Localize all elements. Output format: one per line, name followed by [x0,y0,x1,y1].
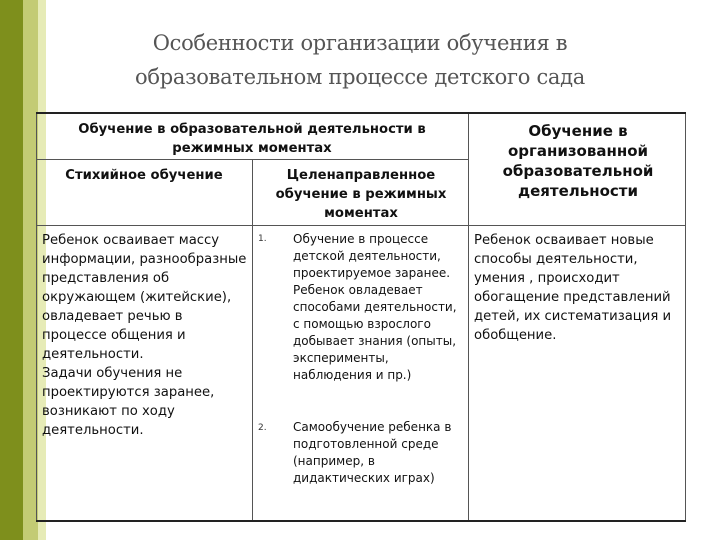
table-divider-col2 [468,114,469,520]
slide-title [60,26,660,94]
header-organized-learning: Обучение в организованной образовательной деятельности [502,122,654,200]
list-number-2: 2. [258,423,267,433]
side-bar-dark [0,0,23,540]
table-border-right [685,114,686,520]
header-regime-learning: Обучение в образовательной деятельности в режимных моментах [78,122,426,156]
table-divider-body [36,225,686,226]
purposeful-item-1: Обучение в процессе детской деятельности, проектируемое заранее. Ребенок овладевает способами деятельности, с помощью взрослого добывает знания (опыты, эксперименты, наблюдения и пр.) [293,232,457,382]
title-line-1: Особенности организации обучения в [152,31,568,55]
comparison-table [36,112,686,522]
list-number-1: 1. [258,234,267,244]
spontaneous-learning-description [42,231,248,440]
table-border-left [36,114,37,520]
spontaneous-paragraph-2: Задачи обучения не проектируются заранее, возникают по ходу деятельности. [42,366,215,438]
table-divider-col1 [252,159,253,520]
header-purposeful-learning: Целенаправленное обучение в режимных моментах [275,168,447,221]
spontaneous-paragraph-1: Ребенок осваивает массу информации, разнообразные представления об окружающем (житейские), овладевает речью в процессе общения и деятельности. [42,233,247,362]
title-line-2: образовательном процессе детского сада [135,65,585,89]
purposeful-item-2: Самообучение ребенка в подготовленной среде (например, в дидактических играх) [293,420,452,485]
header-spontaneous-learning: Стихийное обучение [65,168,223,183]
organized-learning-description: Ребенок осваивает новые способы деятельности, умения , происходит обогащение представлений детей, их систематизация и обобщение. [474,233,672,343]
